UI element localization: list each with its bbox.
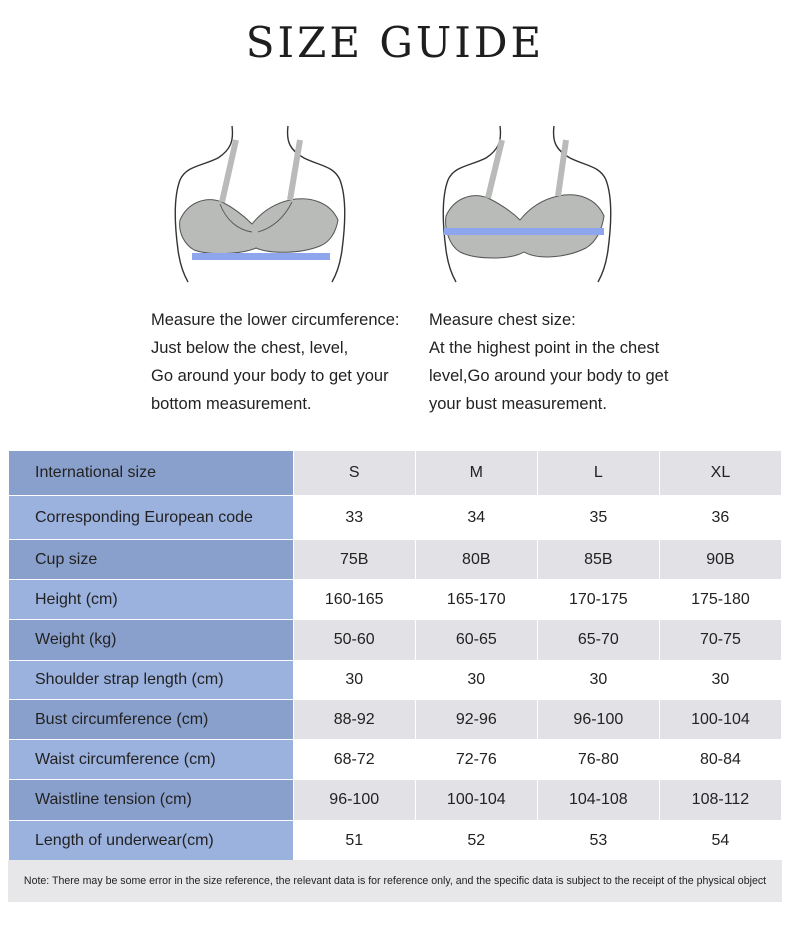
table-cell: 30 xyxy=(537,661,659,700)
table-cell: 52 xyxy=(415,821,537,861)
page-title: SIZE GUIDE xyxy=(245,18,545,67)
row-label: Length of underwear(cm) xyxy=(9,821,294,861)
disclaimer-note: Note: There may be some error in the size reference, the relevant data is for reference only, and the specific data is subject to the receipt of the physical object xyxy=(8,860,782,902)
table-cell: 60-65 xyxy=(415,620,537,661)
table-cell: 53 xyxy=(537,821,659,861)
row-label: Bust circumference (cm) xyxy=(9,700,294,740)
table-cell: XL xyxy=(659,451,781,496)
table-cell: 70-75 xyxy=(659,620,781,661)
caption-line: At the highest point in the chest xyxy=(429,339,660,357)
table-cell: 33 xyxy=(293,496,415,540)
table-cell: 90B xyxy=(659,540,781,580)
table-cell: 96-100 xyxy=(293,780,415,821)
table-cell: 80-84 xyxy=(659,740,781,780)
caption-line: Go around your body to get your xyxy=(151,367,389,385)
underbust-tape xyxy=(192,253,330,260)
underbust-instructions xyxy=(151,306,421,418)
underbust-measure-illustration xyxy=(160,120,365,285)
row-label: Weight (kg) xyxy=(9,620,294,661)
bra-shape xyxy=(180,199,338,254)
table-row xyxy=(9,740,782,780)
table-cell: 92-96 xyxy=(415,700,537,740)
table-cell: 51 xyxy=(293,821,415,861)
bust-instructions xyxy=(429,306,699,418)
table-cell: 54 xyxy=(659,821,781,861)
table-cell: M xyxy=(415,451,537,496)
table-cell: 175-180 xyxy=(659,580,781,620)
caption-line: Just below the chest, level, xyxy=(151,339,349,357)
table-cell: 160-165 xyxy=(293,580,415,620)
table-row xyxy=(9,780,782,821)
table-row xyxy=(9,620,782,661)
table-cell: 76-80 xyxy=(537,740,659,780)
bust-measure-illustration xyxy=(430,120,630,285)
table-cell: 35 xyxy=(537,496,659,540)
table-cell: 104-108 xyxy=(537,780,659,821)
row-label: Waistline tension (cm) xyxy=(9,780,294,821)
table-cell: 100-104 xyxy=(415,780,537,821)
table-cell: 68-72 xyxy=(293,740,415,780)
table-row xyxy=(9,821,782,861)
row-label: Height (cm) xyxy=(9,580,294,620)
table-cell: 108-112 xyxy=(659,780,781,821)
table-cell: 85B xyxy=(537,540,659,580)
table-cell: 75B xyxy=(293,540,415,580)
row-label: International size xyxy=(9,451,294,496)
caption-line: level,Go around your body to get xyxy=(429,367,669,385)
row-label: Waist circumference (cm) xyxy=(9,740,294,780)
caption-line: Measure the lower circumference: xyxy=(151,311,400,329)
row-label: Corresponding European code xyxy=(9,496,294,540)
table-cell: 88-92 xyxy=(293,700,415,740)
table-row xyxy=(9,580,782,620)
caption-line: bottom measurement. xyxy=(151,395,312,413)
table-cell: S xyxy=(293,451,415,496)
bra-shape xyxy=(446,195,604,258)
table-cell: 50-60 xyxy=(293,620,415,661)
table-row xyxy=(9,496,782,540)
table-cell: 30 xyxy=(415,661,537,700)
size-chart-table xyxy=(8,450,782,861)
table-cell: 170-175 xyxy=(537,580,659,620)
table-row xyxy=(9,700,782,740)
table-cell: 30 xyxy=(293,661,415,700)
table-row xyxy=(9,540,782,580)
table-cell: 96-100 xyxy=(537,700,659,740)
row-label: Cup size xyxy=(9,540,294,580)
table-cell: 72-76 xyxy=(415,740,537,780)
table-cell: 80B xyxy=(415,540,537,580)
table-cell: 65-70 xyxy=(537,620,659,661)
table-cell: L xyxy=(537,451,659,496)
caption-line: Measure chest size: xyxy=(429,311,576,329)
table-cell: 165-170 xyxy=(415,580,537,620)
row-label: Shoulder strap length (cm) xyxy=(9,661,294,700)
bust-tape xyxy=(444,228,604,235)
table-row xyxy=(9,451,782,496)
table-row xyxy=(9,661,782,700)
table-cell: 100-104 xyxy=(659,700,781,740)
table-cell: 36 xyxy=(659,496,781,540)
table-cell: 30 xyxy=(659,661,781,700)
table-cell: 34 xyxy=(415,496,537,540)
caption-line: your bust measurement. xyxy=(429,395,607,413)
